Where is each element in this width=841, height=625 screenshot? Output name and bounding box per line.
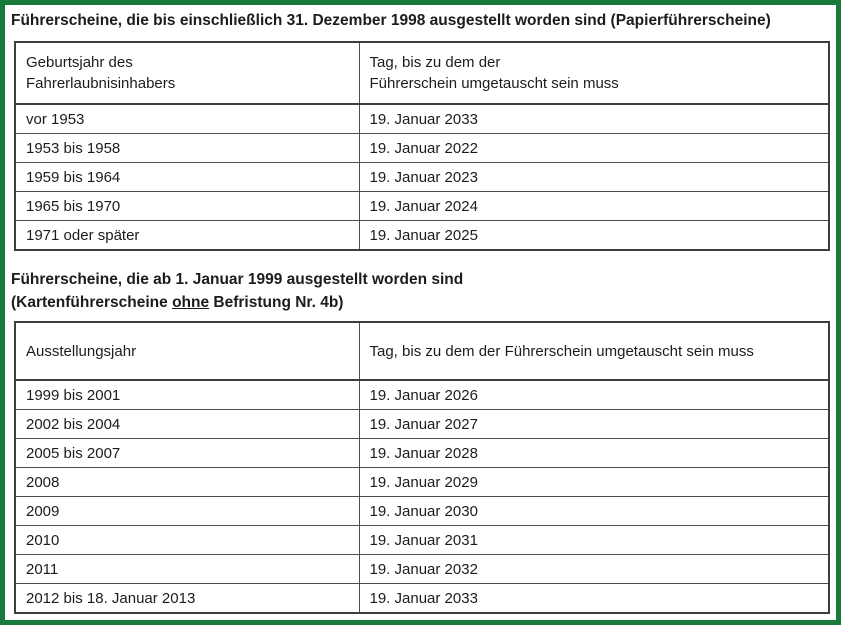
issueyear-cell: 2010: [15, 526, 359, 555]
deadline-cell: 19. Januar 2032: [359, 555, 829, 584]
deadline-cell: 19. Januar 2025: [359, 221, 829, 251]
table-row: [15, 410, 829, 439]
table1-header-deadline: [359, 42, 829, 104]
deadline-cell: 19. Januar 2031: [359, 526, 829, 555]
birthyear-cell: 1953 bis 1958: [15, 134, 359, 163]
table2-kartenfuehrerscheine: [14, 321, 830, 614]
table2-header-row: [15, 322, 829, 380]
table-row: [15, 163, 829, 192]
issueyear-cell: 2012 bis 18. Januar 2013: [15, 584, 359, 614]
issueyear-cell: 1999 bis 2001: [15, 380, 359, 410]
header-line: Geburtsjahr des: [26, 54, 133, 71]
title2-underlined-word: ohne: [172, 294, 210, 311]
header-line: Tag, bis zu dem der: [369, 54, 501, 71]
table-row: [15, 526, 829, 555]
table2-title-line2: [11, 291, 836, 314]
table1-papierfuehrerscheine: [14, 41, 830, 251]
table1-header-birthyear: [15, 42, 359, 104]
table-row: [15, 380, 829, 410]
table2-header-deadline: Tag, bis zu dem der Führerschein umgetauscht sein muss: [359, 322, 829, 380]
deadline-cell: 19. Januar 2033: [359, 104, 829, 134]
table2-header-issueyear: Ausstellungsjahr: [15, 322, 359, 380]
table-row: [15, 584, 829, 614]
header-line: Fahrerlaubnisinhabers: [26, 75, 176, 92]
header-line: Führerschein umgetauscht sein muss: [369, 75, 619, 92]
table-row: [15, 192, 829, 221]
deadline-cell: 19. Januar 2033: [359, 584, 829, 614]
table1-title: Führerscheine, die bis einschließlich 31. Dezember 1998 ausgestellt worden sind (Papierführerscheine): [11, 12, 771, 29]
table-row: [15, 104, 829, 134]
table-row: [15, 221, 829, 251]
table-row: [15, 439, 829, 468]
issueyear-cell: 2002 bis 2004: [15, 410, 359, 439]
birthyear-cell: vor 1953: [15, 104, 359, 134]
title2-suffix: Befristung Nr. 4b): [209, 294, 344, 311]
deadline-cell: 19. Januar 2026: [359, 380, 829, 410]
deadline-cell: 19. Januar 2022: [359, 134, 829, 163]
issueyear-cell: 2008: [15, 468, 359, 497]
table-row: [15, 497, 829, 526]
birthyear-cell: 1971 oder später: [15, 221, 359, 251]
table-row: [15, 468, 829, 497]
issueyear-cell: 2005 bis 2007: [15, 439, 359, 468]
title2-prefix: (Kartenführerscheine: [11, 294, 173, 311]
deadline-cell: 19. Januar 2027: [359, 410, 829, 439]
deadline-cell: 19. Januar 2029: [359, 468, 829, 497]
deadline-cell: 19. Januar 2028: [359, 439, 829, 468]
issueyear-cell: 2009: [15, 497, 359, 526]
table1-header-row: [15, 42, 829, 104]
table-row: [15, 134, 829, 163]
birthyear-cell: 1965 bis 1970: [15, 192, 359, 221]
table-row: [15, 555, 829, 584]
table2-title: [11, 268, 836, 314]
deadline-cell: 19. Januar 2024: [359, 192, 829, 221]
issueyear-cell: 2011: [15, 555, 359, 584]
deadline-cell: 19. Januar 2030: [359, 497, 829, 526]
deadline-cell: 19. Januar 2023: [359, 163, 829, 192]
table2-title-line1: Führerscheine, die ab 1. Januar 1999 ausgestellt worden sind: [11, 271, 464, 288]
birthyear-cell: 1959 bis 1964: [15, 163, 359, 192]
